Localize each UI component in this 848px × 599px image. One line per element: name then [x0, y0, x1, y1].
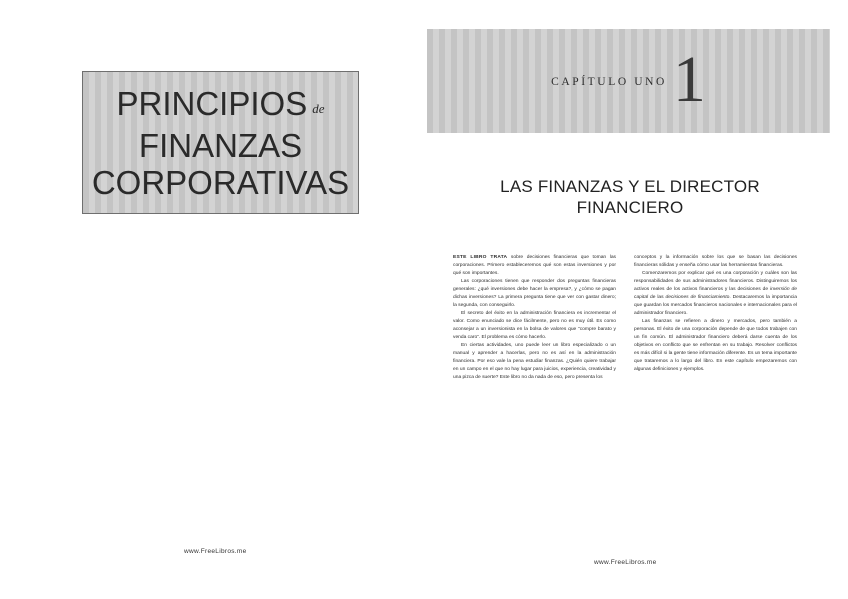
paragraph: En ciertas actividades, uno puede leer un libro especializado o un manual y aprender a hacerlas, pero no es así en la administración financiera. Por eso vale la pena estudiar finanzas. ¿Quién quiere trabajar en un campo en el que no hay lugar para juicios, experiencia, creatividad y una pizca de suerte? Este libro no da nada de eso, pero presenta los [453, 343, 616, 380]
paragraph: Comenzaremos por explicar qué es una corporación y cuáles son las responsabilidades de sus administradores financieros. Distinguiremos los activos reales de los activos financieros y las decisiones de inversión de capital de las decisiones de financiamiento. Destacaremos la importancia que guardan los mercados financieros nacionales e internacionales para el administrador financiero. [634, 271, 797, 316]
chapter-banner [427, 29, 830, 133]
lead-in: ESTE LIBRO TRATA [453, 255, 508, 260]
paragraph: ESTE LIBRO TRATA sobre decisiones financieras que toman las corporaciones. Primero estableceremos qué son estas inversiones y por qué son importantes. [453, 255, 617, 276]
chapter-number: 1 [672, 43, 706, 116]
chapter-title [440, 176, 820, 218]
book-title-line-2: FINANZAS [138, 126, 303, 164]
book-title-de: de [312, 100, 325, 116]
chapter-title-line-2: FINANCIERO [576, 198, 684, 217]
body-column-2 [634, 254, 797, 382]
body-column-1 [453, 254, 616, 382]
book-title-box [82, 71, 359, 214]
paragraph: Las finanzas se refieren a dinero y mercados, pero también a personas. El éxito de una corporación depende de que todos trabajen con un fin común. El administrador financiero deberá darse cuenta de los objetivos en conflicto que se enfrentan en su trabajo. Resolver conflictos es más difícil si la gente tiene información diferente. Es un tema importante que trataremos a lo largo del libro. En este capítulo empezaremos con algunas definiciones y ejemplos. [634, 319, 797, 372]
left-page-footer: www.FreeLibros.me [184, 548, 247, 555]
chapter-title-line-1: LAS FINANZAS Y EL DIRECTOR [500, 177, 760, 196]
paragraph: Las corporaciones tienen que responder dos preguntas financieras generales: ¿qué inversiones debe hacer la empresa?, y ¿cómo se pagan dichas inversiones? La primera pregunta tiene que ver con gastar dinero; la segunda, con conseguirlo. [453, 279, 616, 308]
right-page-footer: www.FreeLibros.me [594, 559, 657, 566]
book-title-line-1: PRINCIPIOS de [116, 84, 325, 122]
paragraph: El secreto del éxito en la administración financiera es incrementar el valor. Como enunciado se dice fácilmente, pero no es muy útil. Es como aconsejar a un inversionista en la bolsa de valores que “compre barato y venda caro”. El problema es cómo hacerlo. [453, 311, 616, 340]
body-text-columns [453, 254, 797, 382]
paragraph: conceptos y la información sobre los que se basan las decisiones financieras sólidas y enseña cómo usar las herramientas financieras. [634, 255, 797, 268]
chapter-label: CAPÍTULO UNO [551, 76, 667, 88]
book-title-line-3: CORPORATIVAS [91, 163, 350, 201]
